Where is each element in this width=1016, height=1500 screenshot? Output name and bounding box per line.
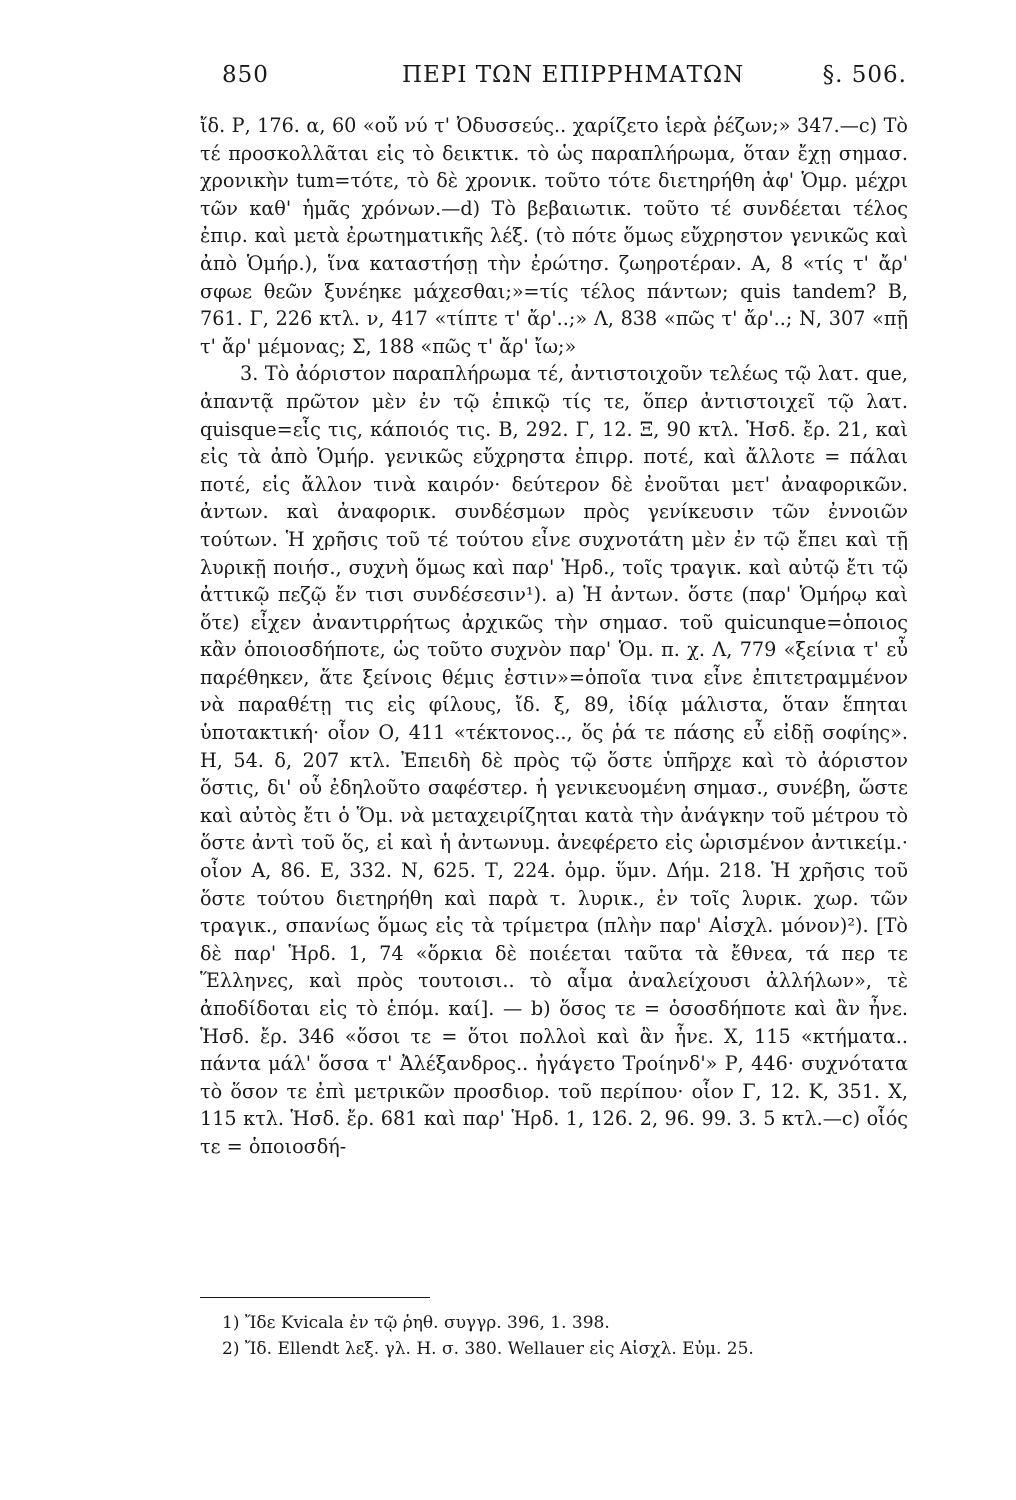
paragraph: ἴδ. Ρ, 176. α, 60 «οὔ νύ τ' Ὀδυσσεύς.. χαρίζετο ἱερὰ ῥέζων;» 347.—c) Τὸ τέ προσκολλᾶται εἰς τὸ δεικτικ. τὸ ὡς παραπλήρωμα, ὅταν ἔχῃ σημασ. χρονικὴν tum=τότε, τὸ δὲ χρονικ. τοῦτο τότε διετηρήθη ἀφ' Ὁμρ. μέχρι τῶν καθ' ἡμᾶς χρόνων.—d) Τὸ βεβαιωτικ. τοῦτο τέ συνδέεται τέλος ἐπιρ. καὶ μετὰ ἐρωτηματικῆς λέξ. (τὸ πότε ὅμως εὔχρηστον γενικῶς καὶ ἀπὸ Ὁμήρ.), ἵνα καταστήσῃ τὴν ἐρώτησ. ζωηροτέραν. Α, 8 «τίς τ' ἄρ' σφωε θεῶν ξυνέηκε μάχεσθαι;»=τίς τέλος πάντων; quis tandem? Β, 761. Γ, 226 κτλ. ν, 417 «τίπτε τ' ἄρ'..;» Λ, 838 «πῶς τ' ἄρ'..; Ν, 307 «πῇ τ' ἄρ' μέμονας; Σ, 188 «πῶς τ' ἄρ' ἴω;»: [200, 114, 908, 358]
paragraph: 3. Τὸ ἀόριστον παραπλήρωμα τέ, ἀντιστοιχοῦν τελέως τῷ λατ. que, ἀπαντᾷ πρῶτον μὲν ἐν τῷ ἐπικῷ τίς τε, ὅπερ ἀντιστοιχεῖ τῷ λατ. quisque=εἷς τις, κάποιός τις. Β, 292. Γ, 12. Ξ, 90 κτλ. Ἡσδ. ἔρ. 21, καὶ εἰς τὰ ἀπὸ Ὁμήρ. γενικῶς εὔχρηστα ἐπιρρ. ποτέ, καὶ ἄλλοτε = πάλαι ποτέ, εἰς ἄλλον τινὰ καιρόν· δεύτερον δὲ ἐνοῦται μετ' ἀναφορικῶν. ἀντων. καὶ ἀναφορικ. συνδέσμων πρὸς γενίκευσιν τῶν ἐννοιῶν τούτων. Ἡ χρῆσις τοῦ τέ τούτου εἶνε συχνοτάτη μὲν ἐν τῷ ἔπει καὶ τῇ λυρικῇ ποιήσ., συχνὴ ὅμως καὶ παρ' Ἡρδ., τοῖς τραγικ. καὶ αὐτῷ ἔτι τῷ ἀττικῷ πεζῷ ἔν τισι συνδέσεσιν¹). a) Ἡ ἀντων. ὅστε (παρ' Ὁμήρῳ καὶ ὅτε) εἶχεν ἀναντιρρήτως ἀρχικῶς τὴν σημασ. τοῦ quicunque=ὁποιος κἂν ὁποιοσδήποτε, ὡς τοῦτο συχνὸν παρ' Ὁμ. π. χ. Λ, 779 «ξείνια τ' εὖ παρέθηκεν, ἅτε ξείνοις θέμις ἐστιν»=ὁποῖα τινα εἶνε ἐπιτετραμμένον νὰ παραθέτῃ τις εἰς φίλους, ἴδ. ξ, 89, ἰδίᾳ μάλιστα, ὅταν ἕπηται ὑποτακτική· οἷον Ο, 411 «τέκτονος.., ὅς ῥά τε πάσης εὖ εἰδῇ σοφίης». Η, 54. δ, 207 κτλ. Ἐπειδὴ δὲ πρὸς τῷ ὅστε ὑπῆρχε καὶ τὸ ἀόριστον ὅστις, δι' οὗ ἐδηλοῦτο σαφέστερ. ἡ γενικευομένη σημασ., συνέβη, ὥστε καὶ αὐτὸς ἔτι ὁ Ὅμ. νὰ μεταχειρίζηται κατὰ τὴν ἀνάγκην τοῦ μέτρου τὸ ὅστε ἀντὶ τοῦ ὅς, εἰ καὶ ἡ ἀντωνυμ. ἀνεφέρετο εἰς ὡρισμένον ἀντικείμ.· οἷον Α, 86. Ε, 332. Ν, 625. Τ, 224. ὁμρ. ὕμν. Δήμ. 218. Ἡ χρῆσις τοῦ ὅστε τούτου διετηρήθη καὶ παρὰ τ. λυρικ., ἐν τοῖς λυρικ. χωρ. τῶν τραγικ., σπανίως ὅμως εἰς τὰ τρίμετρα (πλὴν παρ' Αἰσχλ. μόνον)²). [Τὸ δὲ παρ' Ἡρδ. 1, 74 «ὅρκια δὲ ποιέεται ταῦτα τὰ ἔθνεα, τά περ τε Ἕλληνες, καὶ πρὸς τουτοισι.. τὸ αἷμα ἀναλείχουσι ἀλλήλων», τὲ ἀποδίδοται εἰς τὸ ἑπόμ. καί]. — b) ὅσος τε = ὁσοσδήποτε καὶ ἂν ἦνε. Ἡσδ. ἔρ. 346 «ὅσοι τε = ὅτοι πολλοὶ καὶ ἂν ἦνε. Χ, 115 «κτήματα.. πάντα μάλ' ὅσσα τ' Ἀλέξανδρος.. ἠγάγετο Τροίηνδ'» Ρ, 446· συχνότατα τὸ ὅσον τε ἐπὶ μετρικῶν προσδιορ. τοῦ περίπου· οἷον Γ, 12. Κ, 351. Χ, 115 κτλ. Ἡσδ. ἔρ. 681 καὶ παρ' Ἡρδ. 1, 126. 2, 96. 99. 3. 5 κτλ.—c) οἷός τε = ὁποιοσδή-: [200, 362, 908, 1158]
footnote-2: 2) Ἴδ. Ellendt λεξ. γλ. Η. σ. 380. Wellauer εἰς Αἰσχλ. Εὐμ. 25.: [222, 1339, 754, 1359]
footnote-separator: [200, 1297, 430, 1298]
footnotes: [200, 1310, 908, 1362]
running-title: ΠΕΡΙ ΤΩΝ ΕΠΙΡΡΗΜΑΤΩΝ: [402, 62, 745, 88]
main-text: [200, 112, 908, 1161]
page-number: 850: [222, 62, 269, 88]
section-number: §. 506.: [822, 62, 907, 88]
page-header: [222, 62, 907, 102]
footnote-1: 1) Ἴδε Kvicala ἐν τῷ ῥηθ. συγγρ. 396, 1. 398.: [222, 1313, 610, 1333]
